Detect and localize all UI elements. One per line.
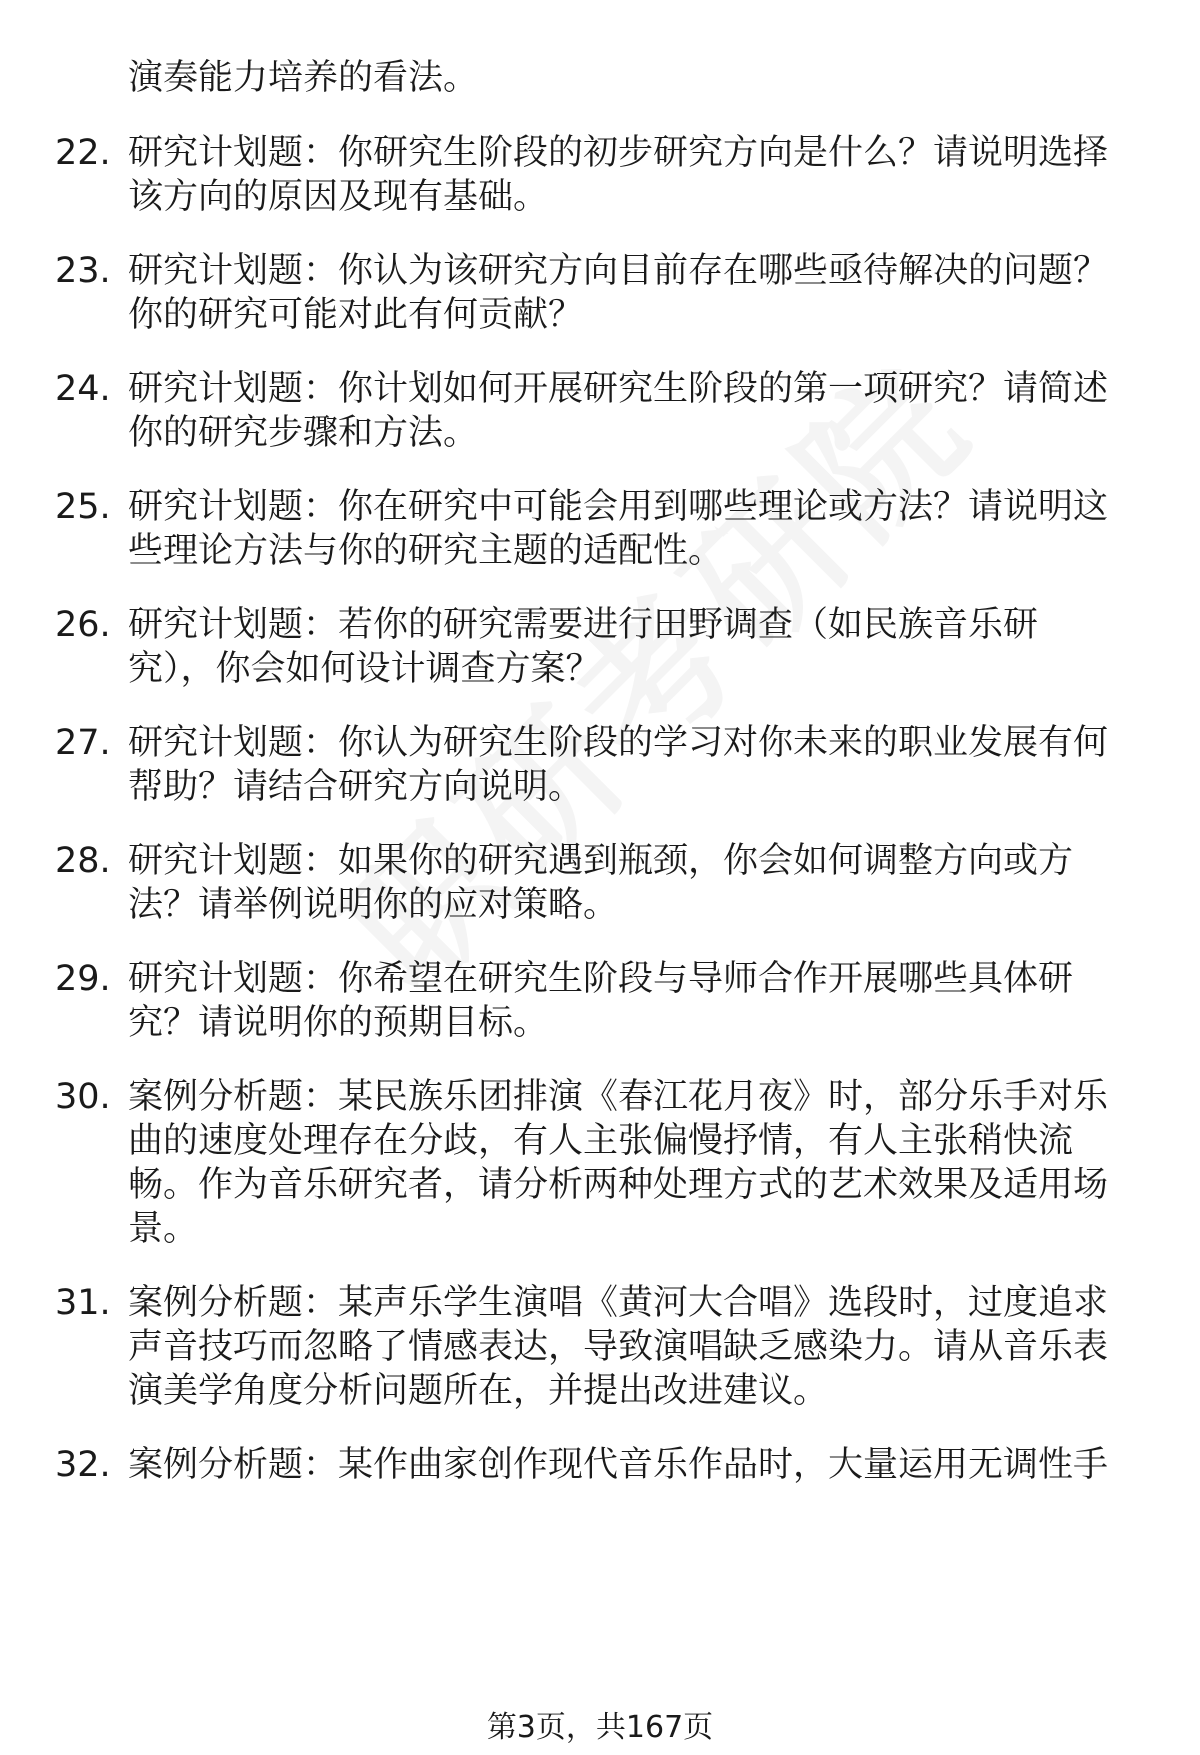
item-text-line: 帮助？请结合研究方向说明。 — [128, 767, 584, 807]
item-text-line: 究），你会如何设计调查方案？ — [128, 649, 601, 689]
item-number: 29. — [55, 959, 111, 999]
item-number: 24. — [55, 369, 111, 409]
item-text-line: 研究计划题：你希望在研究生阶段与导师合作开展哪些具体研 — [128, 959, 1074, 999]
item-text-line: 你的研究步骤和方法。 — [128, 413, 479, 453]
item-number: 23. — [55, 251, 111, 291]
item-number: 28. — [55, 841, 111, 881]
item-text-line: 研究计划题：你认为研究生阶段的学习对你未来的职业发展有何 — [128, 723, 1109, 763]
page-footer: 第3页，共167页 — [486, 1710, 714, 1745]
item-text-line: 案例分析题：某民族乐团排演《春江花月夜》时，部分乐手对乐 — [128, 1077, 1109, 1117]
item-text-line: 些理论方法与你的研究主题的适配性。 — [128, 531, 724, 571]
item-text-line: 畅。作为音乐研究者，请分析两种处理方式的艺术效果及适用场 — [128, 1165, 1109, 1205]
item-number: 30. — [55, 1077, 111, 1117]
item-text-line: 曲的速度处理存在分歧，有人主张偏慢抒情，有人主张稍快流 — [128, 1121, 1074, 1161]
item-text-line: 研究计划题：你计划如何开展研究生阶段的第一项研究？请简述 — [128, 369, 1109, 409]
item-text-line: 研究计划题：你研究生阶段的初步研究方向是什么？请说明选择 — [128, 133, 1109, 173]
item-text-line: 法？请举例说明你的应对策略。 — [128, 885, 619, 925]
item-text-line: 该方向的原因及现有基础。 — [128, 177, 549, 217]
item-text-line: 究？请说明你的预期目标。 — [128, 1003, 549, 1043]
item-text-line: 研究计划题：你在研究中可能会用到哪些理论或方法？请说明这 — [128, 487, 1109, 527]
item-number: 27. — [55, 723, 111, 763]
item-number: 32. — [55, 1445, 111, 1485]
item-text-line: 案例分析题：某声乐学生演唱《黄河大合唱》选段时，过度追求 — [128, 1283, 1109, 1323]
item-text-line: 研究计划题：若你的研究需要进行田野调查（如民族音乐研 — [128, 605, 1039, 645]
item-text-line: 案例分析题：某作曲家创作现代音乐作品时，大量运用无调性手 — [128, 1445, 1109, 1485]
item-text-line: 研究计划题：如果你的研究遇到瓶颈，你会如何调整方向或方 — [128, 841, 1074, 881]
item-number: 31. — [55, 1283, 111, 1323]
item-number: 25. — [55, 487, 111, 527]
item-number: 26. — [55, 605, 111, 645]
item-text-line: 演美学角度分析问题所在，并提出改进建议。 — [128, 1371, 829, 1411]
item-text-line: 研究计划题：你认为该研究方向目前存在哪些亟待解决的问题？ — [128, 251, 1109, 291]
item-text-line: 声音技巧而忽略了情感表达，导致演唱缺乏感染力。请从音乐表 — [128, 1327, 1109, 1367]
item-text-line: 景。 — [128, 1209, 199, 1249]
item-text-line: 你的研究可能对此有何贡献？ — [128, 295, 584, 335]
item-number: 22. — [55, 133, 111, 173]
continuation-line: 演奏能力培养的看法。 — [128, 58, 479, 98]
